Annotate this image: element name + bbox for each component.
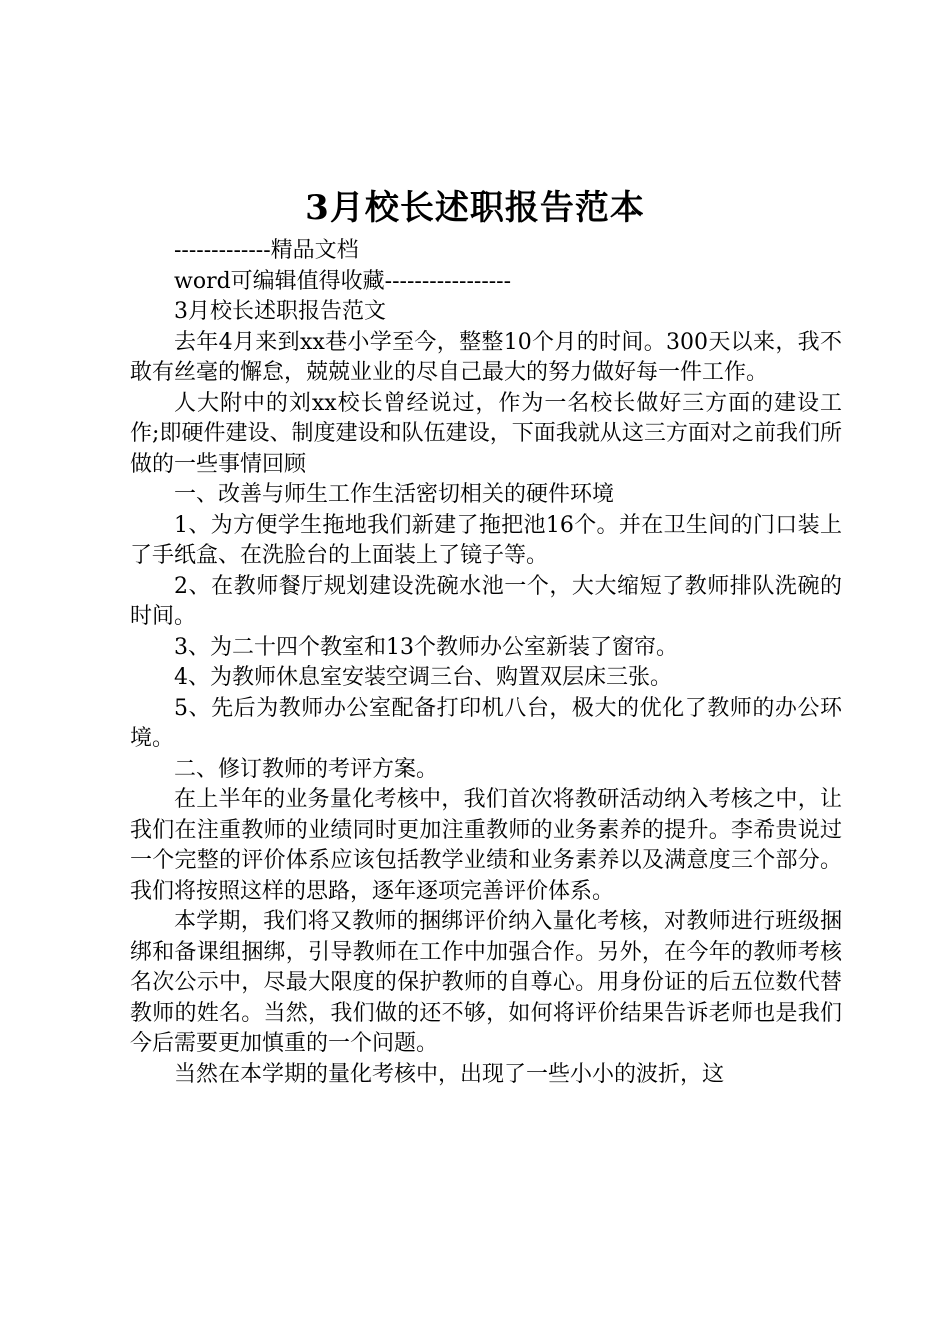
header-line-2: word可编辑值得收藏----------------- (174, 268, 512, 294)
paragraph: 2、在教师餐厅规划建设洗碗水池一个，大大缩短了教师排队洗碗的时间。 (130, 573, 842, 629)
document-title: 3月校长述职报告范本 (305, 188, 645, 228)
paragraph: 4、为教师休息室安装空调三台、购置双层床三张。 (174, 665, 672, 690)
paragraph: 当然在本学期的量化考核中，出现了一些小小的波折，这 (174, 1061, 725, 1087)
header-line-1: -------------精品文档 (174, 238, 359, 263)
section-heading: 一、改善与师生工作生活密切相关的硬件环境 (174, 482, 615, 507)
paragraph: 3月校长述职报告范文 (174, 299, 386, 324)
paragraph: 3、为二十四个教室和13个教师办公室新装了窗帘。 (174, 634, 678, 660)
paragraph: 去年4月来到xx巷小学至今，整整10个月的时间。300天以来，我不敢有丝毫的懈怠，兢兢业业的尽自己最大的努力做好每一件工作。 (130, 329, 842, 385)
section-heading: 二、修订教师的考评方案。 (174, 756, 439, 782)
paragraph: 1、为方便学生拖地我们新建了拖把池16个。并在卫生间的门口装上了手纸盒、在洗脸台的上面装上了镜子等。 (130, 512, 842, 568)
document-body (130, 236, 842, 1090)
paragraph: 本学期，我们将又教师的捆绑评价纳入量化考核，对教师进行班级捆绑和备课组捆绑，引导教师在工作中加强合作。另外，在今年的教师考核名次公示中，尽最大限度的保护教师的自尊心。用身份证的后五位数代替教师的姓名。当然，我们做的还不够，如何将评价结果告诉老师也是我们今后需要更加慎重的一个问题。 (130, 909, 842, 1056)
paragraph: 5、先后为教师办公室配备打印机八台，极大的优化了教师的办公环境。 (130, 695, 842, 751)
paragraph: 人大附中的刘xx校长曾经说过，作为一名校长做好三方面的建设工作;即硬件建设、制度建设和队伍建设，下面我就从这三方面对之前我们所做的一些事情回顾 (130, 390, 842, 477)
paragraph: 在上半年的业务量化考核中，我们首次将教研活动纳入考核之中，让我们在注重教师的业绩同时更加注重教师的业务素养的提升。李希贵说过一个完整的评价体系应该包括教学业绩和业务素养以及满意度三个部分。我们将按照这样的思路，逐年逐项完善评价体系。 (130, 787, 842, 904)
